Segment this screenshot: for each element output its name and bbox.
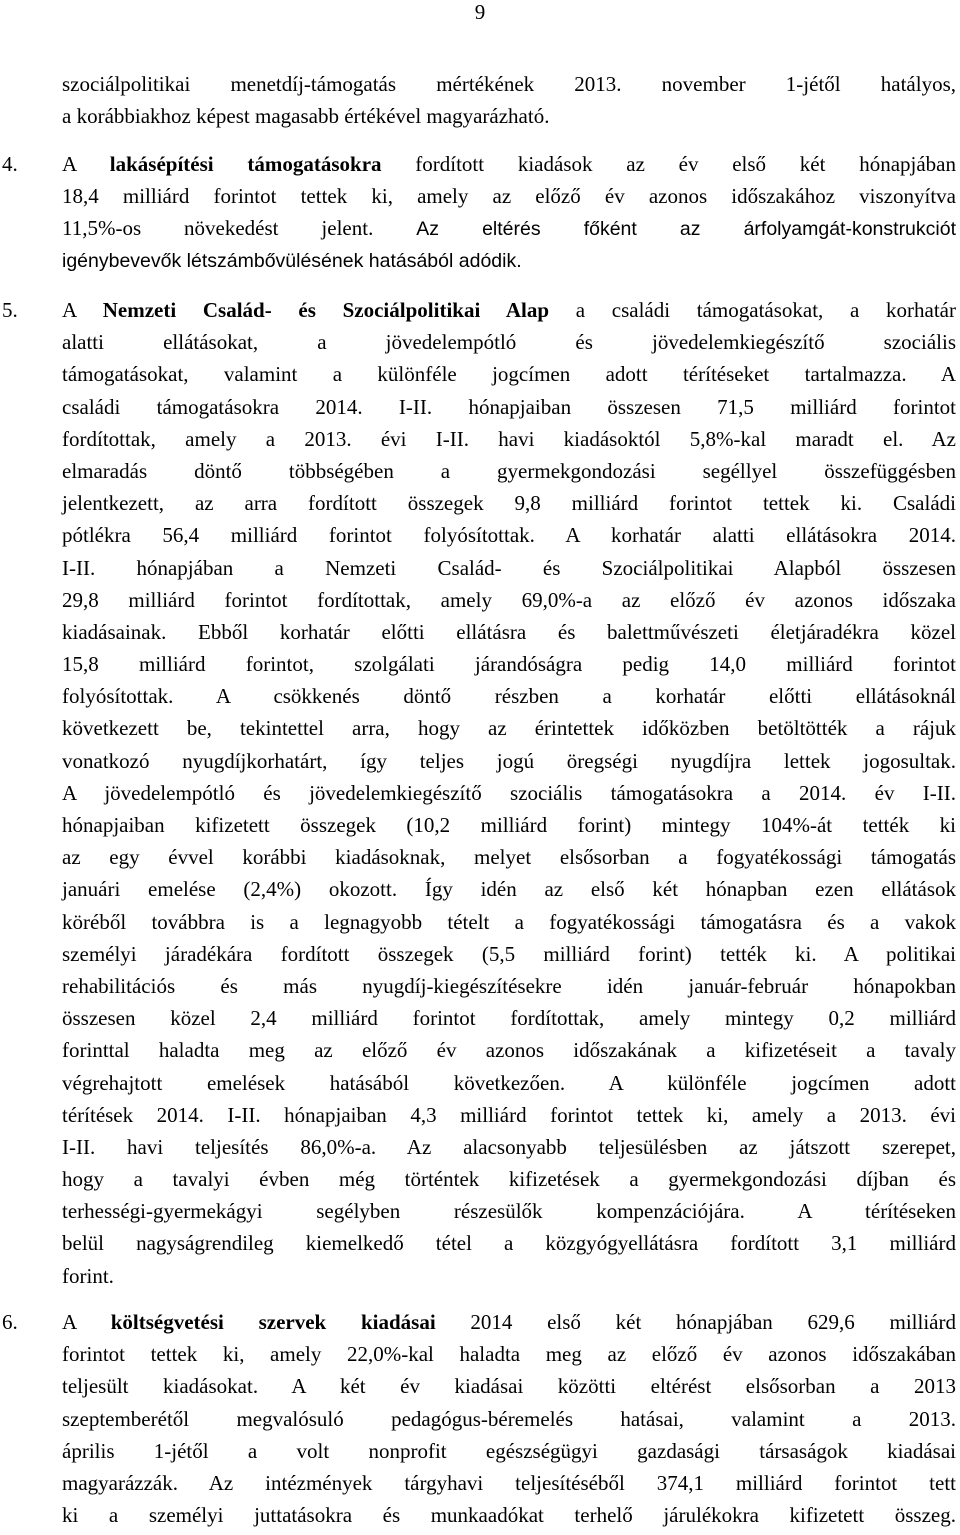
- text-line: vonatkozó nyugdíjkorhatárt, így teljes jogú öregségi nyugdíjra lettek jogosultak.: [62, 748, 956, 773]
- text-line: forint.: [62, 1263, 114, 1288]
- text-run: A: [62, 298, 103, 322]
- text-line: támogatásokat, valamint a különféle jogcímen adott térítéseket tartalmazza. A: [62, 362, 956, 387]
- text-line: április 1-jétől a volt nonprofit egészségügyi gazdasági társaságok kiadásai: [62, 1438, 956, 1463]
- text-line: [62, 212, 956, 244]
- text-line: a korábbiakhoz képest magasabb értékével magyarázható.: [62, 104, 550, 129]
- text-line: köréből továbbra is a legnagyobb tételt a fogyatékossági támogatásra és a vakok: [62, 909, 956, 934]
- text-line: [62, 148, 956, 180]
- text-line: 29,8 milliárd forintot fordítottak, amely 69,0%-a az előző év azonos időszaka: [62, 587, 956, 612]
- intro-paragraph: [62, 68, 956, 132]
- text-line: teljesült kiadásokat. A két év kiadásai közötti eltérést elsősorban a 2013: [62, 1374, 956, 1399]
- page-number: 9: [474, 0, 486, 24]
- text-run-sans: Az eltérés főként az árfolyamgát-konstrukciót: [416, 218, 956, 241]
- text-run: a családi támogatásokat, a korhatár: [549, 298, 956, 322]
- text-line: forintot tettek ki, amely 22,0%-kal haladta meg az előző év azonos időszakában: [62, 1342, 956, 1367]
- bold-term: lakásépítési támogatásokra: [109, 152, 382, 176]
- text-line: alatti ellátásokat, a jövedelempótló és jövedelemkiegészítő szociális: [62, 330, 956, 355]
- item-body: [62, 148, 956, 277]
- text-line: rehabilitációs és más nyugdíj-kiegészítésekre idén január-február hónapokban: [62, 973, 956, 998]
- text-line: A jövedelempótló és jövedelemkiegészítő szociális támogatásokra a 2014. év I-II.: [62, 780, 956, 805]
- text-line: 18,4 milliárd forintot tettek ki, amely az előző év azonos időszakához viszonyítva: [62, 184, 956, 209]
- text-line: szociálpolitikai menetdíj-támogatás mértékének 2013. november 1-jétől hatályos,: [62, 72, 956, 96]
- text-line: ki a személyi juttatásokra és munkaadókat terhelő járulékokra kifizetett összeg.: [62, 1503, 956, 1528]
- text-line: magyarázzák. Az intézmények tárgyhavi teljesítéséből 374,1 milliárd forintot tett: [62, 1470, 956, 1495]
- bold-term: Nemzeti Család- és Szociálpolitikai Alap: [102, 298, 550, 322]
- text-line: szeptemberétől megvalósuló pedagógus-béremelés hatásai, valamint a 2013.: [62, 1406, 956, 1431]
- item-number: 5.: [2, 298, 18, 322]
- text-line: terhességi-gyermekágyi segélyben részesülők kompenzációjára. A térítéseken: [62, 1199, 956, 1224]
- text-line: [62, 294, 956, 326]
- text-line: hogy a tavalyi évben még történtek kifizetések a gyermekgondozási díjban és: [62, 1167, 956, 1192]
- text-line: következett be, tekintettel arra, hogy az érintettek időközben betöltötték a rájuk: [62, 716, 956, 741]
- text-run: fordított kiadások az év első két hónapjában: [381, 152, 956, 176]
- text-line: I-II. havi teljesítés 86,0%-a. Az alacsonyabb teljesülésben az játszott szerepet,: [62, 1134, 956, 1159]
- text-line: családi támogatásokra 2014. I-II. hónapjaiban összesen 71,5 milliárd forintot: [62, 394, 956, 419]
- text-run: 2014 első két hónapjában 629,6 milliárd: [435, 1310, 956, 1334]
- text-run: 11,5%-os növekedést jelent.: [62, 216, 417, 241]
- text-line: igénybevevők létszámbővülésének hatásából adódik.: [62, 249, 522, 272]
- text-line: I-II. hónapjában a Nemzeti Család- és Szociálpolitikai Alapból összesen: [62, 555, 956, 580]
- text-line: az egy évvel korábbi kiadásoknak, melyet elsősorban a fogyatékossági támogatás: [62, 845, 956, 870]
- text-line: fordítottak, amely a 2013. évi I-II. havi kiadásoktól 5,8%-kal maradt el. Az: [62, 426, 956, 451]
- text-line: kiadásainak. Ebből korhatár előtti ellátásra és balettművészeti életjáradékra közel: [62, 619, 956, 644]
- text-line: pótlékra 56,4 milliárd forintot folyósítottak. A korhatár alatti ellátásokra 2014.: [62, 523, 956, 548]
- text-line: 15,8 milliárd forintot, szolgálati járandóságra pedig 14,0 milliárd forintot: [62, 652, 956, 677]
- text-line: térítések 2014. I-II. hónapjaiban 4,3 milliárd forintot tettek ki, amely a 2013. évi: [62, 1102, 956, 1127]
- item-number: 4.: [2, 152, 18, 176]
- text-line: végrehajtott emelések hatásából következően. A különféle jogcímen adott: [62, 1070, 956, 1095]
- text-line: [62, 1306, 956, 1338]
- item-body: [62, 294, 956, 1292]
- text-line: forinttal haladta meg az előző év azonos időszakának a kifizetéseit a tavaly: [62, 1038, 956, 1063]
- bold-term: költségvetési szervek kiadásai: [110, 1310, 436, 1334]
- text-line: januári emelése (2,4%) okozott. Így idén az első két hónapban ezen ellátások: [62, 877, 956, 902]
- text-line: összesen közel 2,4 milliárd forintot fordítottak, amely mintegy 0,2 milliárd: [62, 1006, 956, 1031]
- text-line: hónapjaiban kifizetett összegek (10,2 milliárd forint) mintegy 104%-át tették ki: [62, 813, 956, 837]
- text-line: belül nagyságrendileg kiemelkedő tétel a közgyógyellátásra fordított 3,1 milliárd: [62, 1231, 956, 1256]
- text-run: A: [62, 152, 110, 176]
- text-line: jelentkezett, az arra fordított összegek 9,8 milliárd forintot tettek ki. Családi: [62, 491, 956, 516]
- item-number: 6.: [2, 1310, 18, 1334]
- text-line: elmaradás döntő többségében a gyermekgondozási segéllyel összefüggésben: [62, 458, 956, 483]
- item-body: [62, 1306, 956, 1531]
- text-run: A: [62, 1310, 111, 1334]
- text-line: folyósítottak. A csökkenés döntő részben a korhatár előtti ellátásoknál: [62, 684, 956, 709]
- text-line: személyi járadékára fordított összegek (5,5 milliárd forint) tették ki. A politikai: [62, 941, 956, 966]
